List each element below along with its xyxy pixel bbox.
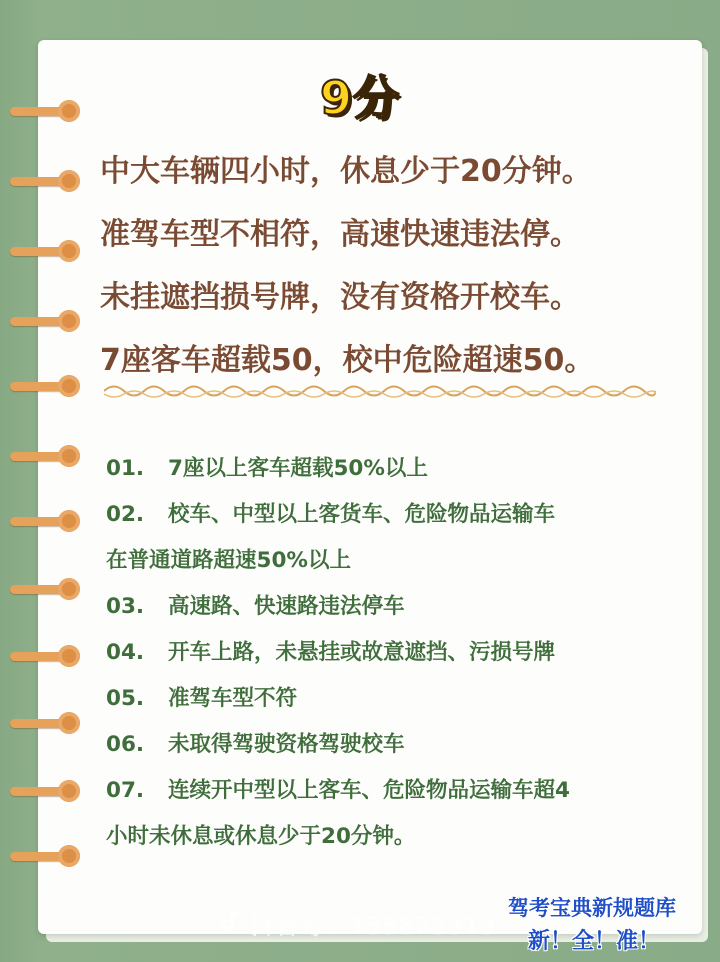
spiral-ring [10, 780, 82, 802]
item-text: 校车、中型以上客货车、危险物品运输车 [168, 502, 556, 527]
item-text: 准驾车型不符 [168, 686, 298, 711]
poem-line: 中大车辆四小时，休息少于20分钟。 [100, 154, 592, 189]
item-text: 未取得驾驶资格驾驶校车 [168, 732, 405, 757]
item-number: 02. [106, 502, 145, 527]
item-text: 开车上路，未悬挂或故意遮挡、污损号牌 [168, 640, 556, 665]
spiral-ring [10, 375, 82, 397]
decorative-divider [104, 380, 656, 402]
item-number: 05. [106, 686, 145, 711]
list-item [106, 722, 696, 768]
rules-list [106, 446, 696, 860]
item-number: 06. [106, 732, 145, 757]
item-text: 连续开中型以上客车、危险物品运输车超4 [168, 778, 570, 803]
poem-line: 未挂遮挡损号牌，没有资格开校车。 [100, 280, 580, 315]
spiral-ring [10, 510, 82, 532]
spiral-ring [10, 445, 82, 467]
item-text: 高速路、快速路违法停车 [168, 594, 405, 619]
mnemonic-poem [100, 140, 680, 392]
poem-line: 准驾车型不相符，高速快速违法停。 [100, 217, 580, 252]
spiral-ring [10, 578, 82, 600]
page-title: 9分 [319, 71, 400, 125]
spiral-ring [10, 310, 82, 332]
spiral-ring [10, 845, 82, 867]
douyin-id: 抖音号：135825313 [250, 912, 497, 940]
spiral-ring [10, 170, 82, 192]
list-item [106, 584, 696, 630]
list-item [106, 446, 696, 492]
item-number: 04. [106, 640, 145, 665]
item-number: 01. [106, 456, 145, 481]
item-number: 07. [106, 778, 145, 803]
spiral-ring [10, 712, 82, 734]
list-item [106, 630, 696, 676]
list-item [106, 768, 696, 814]
brand-label: 驾考宝典新规题库 [508, 896, 676, 920]
list-item [106, 492, 696, 538]
list-item-continuation: 在普通道路超速50%以上 [106, 548, 351, 573]
list-item-continuation: 小时未休息或休息少于20分钟。 [106, 824, 416, 849]
poem-line: 7座客车超载50，校中危险超速50。 [100, 343, 595, 378]
spiral-ring [10, 240, 82, 262]
item-number: 03. [106, 594, 145, 619]
brand-slogan: 新！全！准！ [528, 929, 661, 954]
item-text: 7座以上客车超载50%以上 [168, 456, 428, 481]
spiral-ring [10, 645, 82, 667]
tiktok-icon [220, 908, 242, 934]
list-item [106, 676, 696, 722]
